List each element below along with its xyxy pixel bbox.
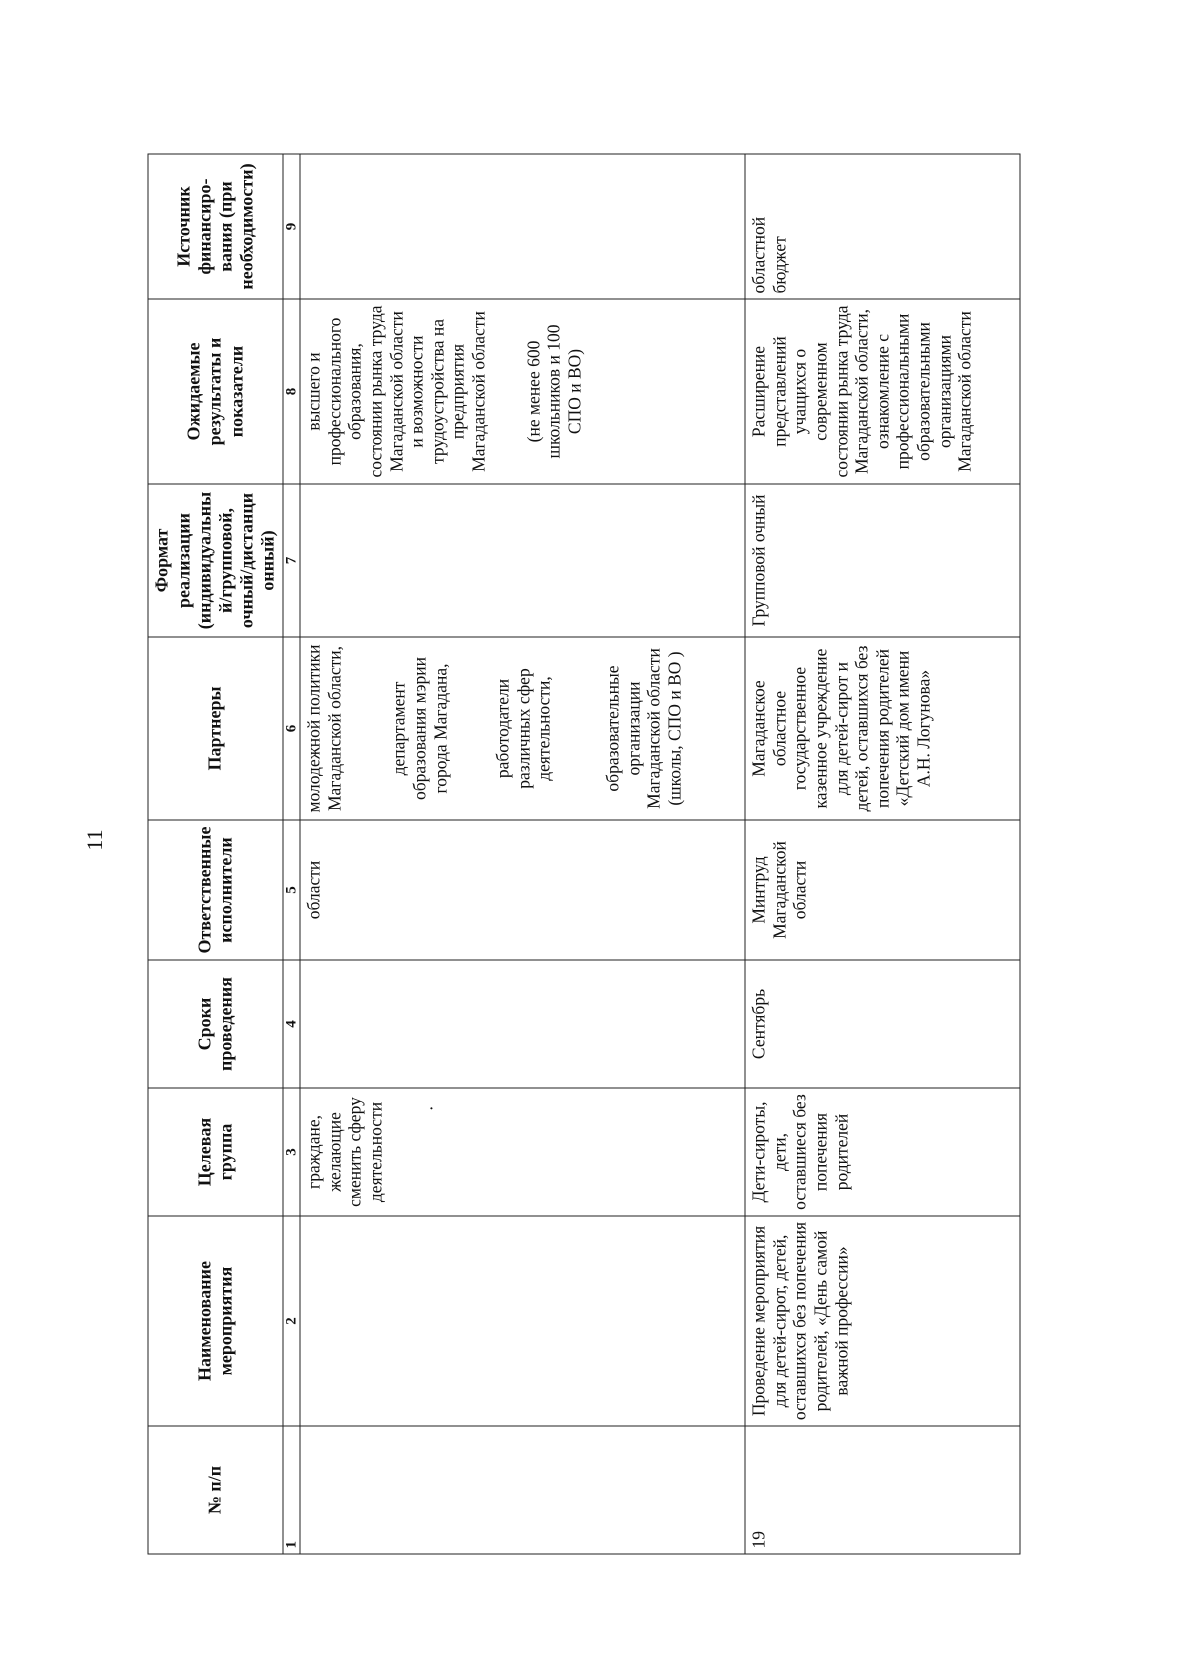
table-row-19	[745, 154, 1020, 1554]
column-number: 2	[283, 1216, 300, 1426]
cell-financing	[300, 154, 745, 299]
cell-dates	[300, 960, 745, 1088]
table-header-row	[148, 154, 283, 1554]
cell-format: Групповой очный	[745, 484, 1020, 637]
cell-partners	[300, 637, 745, 820]
results-quota: (не менее 600 школьников и 100 СПО и ВО)	[523, 324, 585, 459]
cell-executors: области	[300, 820, 745, 960]
column-number: 7	[283, 484, 300, 637]
column-number: 5	[283, 820, 300, 960]
cell-number: 19	[745, 1426, 1020, 1554]
cell-format	[300, 484, 745, 637]
results-text: высшего и профессионального образования, состоянии рынка труда Магаданской области и возможности трудоустройства на предприятия Магаданской области	[303, 305, 489, 478]
partner-item: образовательные организации Магаданской области (школы, СПО и ВО )	[602, 648, 685, 809]
rotated-table-stage	[148, 155, 1053, 1555]
cell-number	[300, 1426, 745, 1554]
cell-event-name	[300, 1216, 745, 1426]
stray-dot: .	[416, 1106, 437, 1111]
table-row-continuation	[300, 154, 745, 1554]
partner-item: работодатели различных сфер деятельности,	[492, 668, 554, 789]
page-number: 11	[82, 829, 107, 851]
header-financing: Источник финансиро-вания (при необходимости)	[148, 154, 283, 299]
partner-item: департамент образования мэрии города Магадана,	[388, 657, 451, 800]
header-format: Формат реализации (индивидуальны й/групповой, очный/дистанци онный)	[148, 484, 283, 637]
cell-financing: областной бюджет	[745, 154, 1020, 299]
header-partners: Партнеры	[148, 637, 283, 820]
partner-item: молодежной политики Магаданской области,	[303, 644, 345, 813]
column-number: 1	[283, 1426, 300, 1554]
events-plan-table	[148, 154, 1021, 1555]
header-results: Ожидаемые результаты и показатели	[148, 299, 283, 484]
cell-target-group: Дети-сироты, дети, оставшиеся без попечения родителей	[745, 1088, 1020, 1216]
cell-target-group	[300, 1088, 745, 1216]
target-group-text: граждане, желающие сменить сферу деятельности	[303, 1097, 386, 1207]
column-number: 6	[283, 637, 300, 820]
column-number-row	[283, 154, 300, 1554]
header-target-group: Целевая группа	[148, 1088, 283, 1216]
header-event-name: Наименование мероприятия	[148, 1216, 283, 1426]
cell-results: Расширение представлений учащихся о современном состоянии рынка труда Магаданской области, ознакомление с профессиональными образовательными организациями Магаданской области	[745, 299, 1020, 484]
header-number: № п/п	[148, 1426, 283, 1554]
cell-executors: Минтруд Магаданской области	[745, 820, 1020, 960]
column-number: 4	[283, 960, 300, 1088]
cell-results	[300, 299, 745, 484]
column-number: 3	[283, 1088, 300, 1216]
cell-dates: Сентябрь	[745, 960, 1020, 1088]
cell-event-name: Проведение мероприятия для детей-сирот, детей, оставшихся без попечения родителей, «День самой важной профессии»	[745, 1216, 1020, 1426]
column-number: 9	[283, 154, 300, 299]
cell-partners: Магаданское областное государственное казенное учреждение для детей-сирот и детей, оставшихся без попечения родителей «Детский дом имени А.Н. Логунова»	[745, 637, 1020, 820]
header-executors: Ответственные исполнители	[148, 820, 283, 960]
column-number: 8	[283, 299, 300, 484]
header-dates: Сроки проведения	[148, 960, 283, 1088]
